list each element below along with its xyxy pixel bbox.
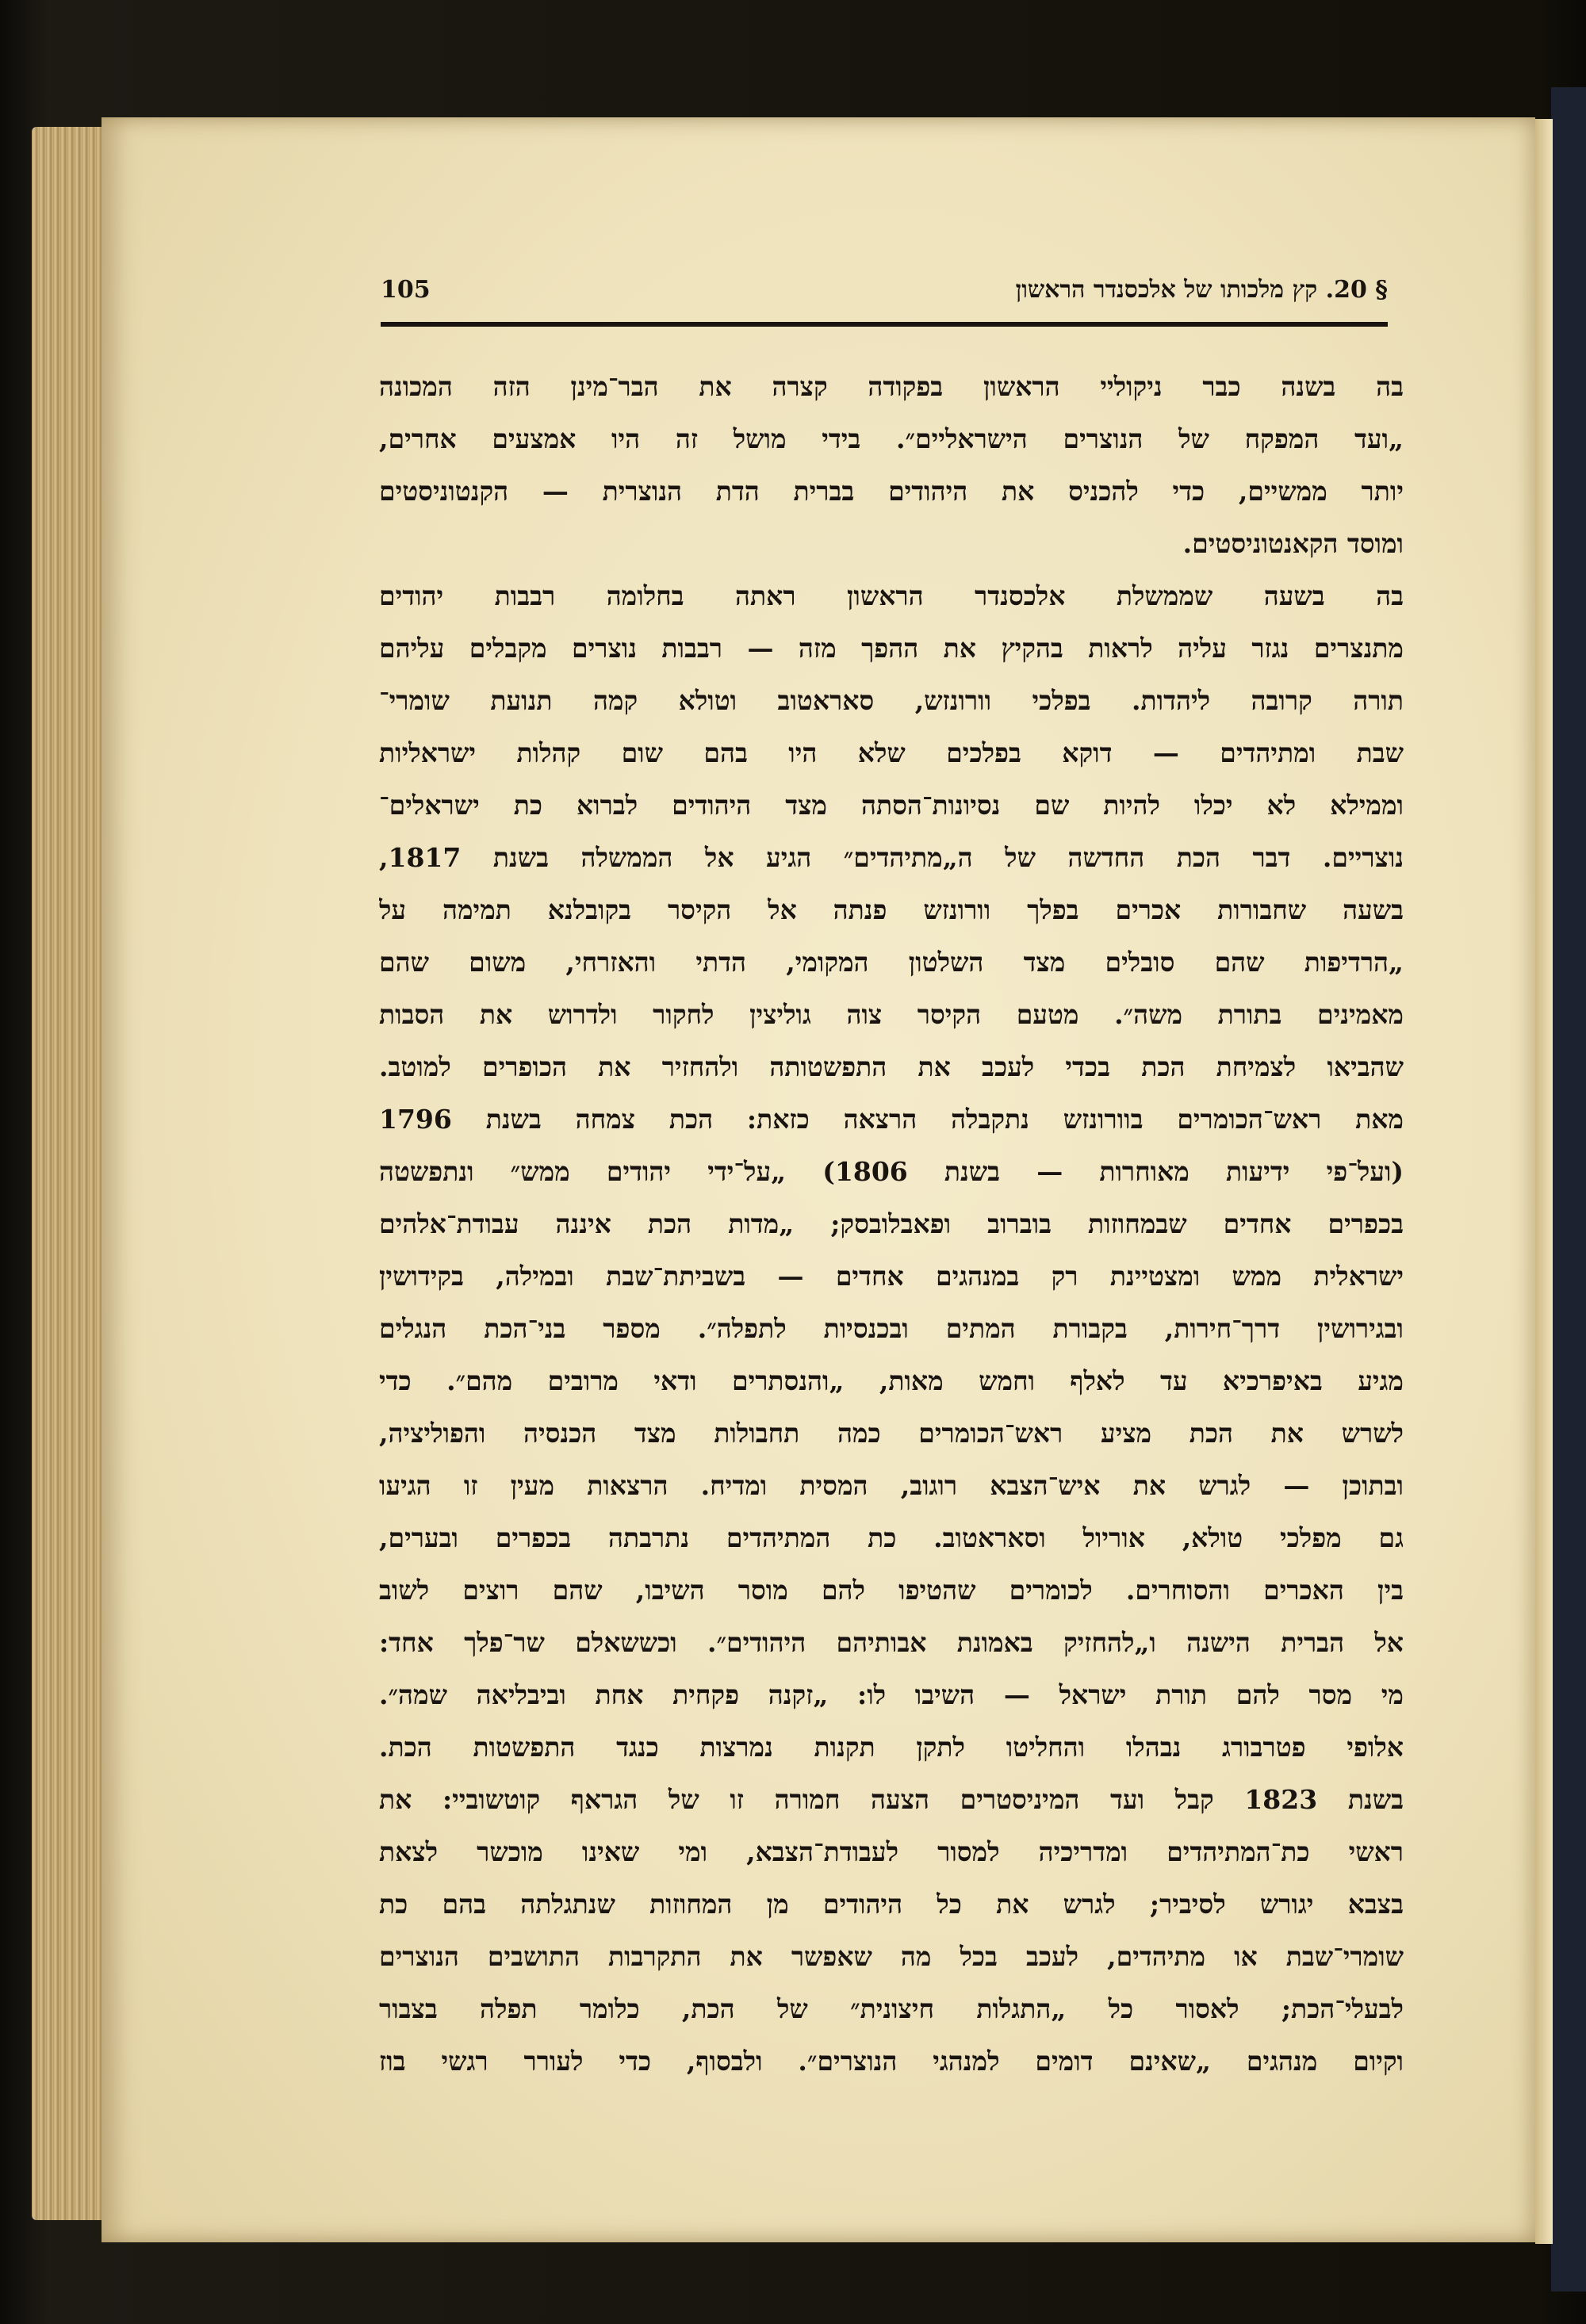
text-line: „ועד המפקח של הנוצרים הישראליים״. בידי מושל זה היו אמצעים אחרים, [379,423,1404,454]
text-line: בה בשעה שממשלת אלכסנדר הראשון ראתה בחלומה רבבות יהודים [379,580,1404,611]
text-line: מאמינים בתורת משה״. מטעם הקיסר צוה גוליצין לחקור ולדרוש את הסבות [379,999,1404,1030]
text-line: ישראלית ממש ומצטיינת רק במנהגים אחדים — בשביתת־שבת ובמילה, בקידושין [379,1261,1404,1292]
text-line: וקיום מנהגים „שאינם דומים למנהגי הנוצרים״. ולבסוף, כדי לעורר רגשי בוז [379,2046,1404,2077]
text-line: בין האכרים והסוחרים. לכומרים שהטיפו להם מוסר השיבו, שהם רוצים לשוב [379,1575,1404,1606]
text-line: יותר ממשיים, כדי להכניס את היהודים בברית הדת הנוצרית — הקנטוניסטים [379,476,1404,507]
header-rule [381,322,1388,327]
text-line: גם מפלכי טולא, אוריול וסאראטוב. כת המתיהדים נתרבתה בכפרים ובערים, [379,1522,1404,1553]
text-line: תורה קרובה ליהדות. בפלכי וורונזש, סאראטוב וטולא קמה תנועת שומרי־ [379,685,1404,716]
text-line: ראשי כת־המתיהדים ומדריכיה למסור לעבודת־הצבא, ומי שאינו מוכשר לצאת [379,1836,1404,1867]
text-line: אלופי פטרבורג נבהלו והחליטו לתקן תקנות נמרצות כנגד התפשטות הכת. [379,1732,1404,1763]
text-line: בה בשנה כבר ניקוליי הראשון בפקודה קצרה את הבר־מינן הזה המכונה [379,371,1404,402]
text-line: וממילא לא יכלו להיות שם נסיונות־הסתה מצד היהודים לברוא כת ישראלים־ [379,790,1404,821]
text-line: בצבא יגורש לסיביר; לגרש את כל היהודים מן המחוזות שנתגלתה בהם כת [379,1889,1404,1920]
running-title: § 20. קץ מלכותו של אלכסנדר הראשון [1015,276,1388,304]
text-line: בשנת 1823 קבל ועד המיניסטרים הצעה חמורה זו של הגראף קוטשוביי: את [379,1784,1404,1815]
text-line: לבעלי־הכת; לאסור כל „התגלות חיצונית״ של הכת, כלומר תפלה בצבור [379,1993,1404,2024]
page-header [381,276,1388,324]
text-line: מי מסר להם תורת ישראל — השיבו לו: „זקנה פקחית אחת וביבליאה שמה״. [379,1679,1404,1710]
text-line: בשעה שחבורות אכרים בפלך וורונזש פנתה אל הקיסר בקובלנא תמימה על [379,894,1404,925]
text-line: שומרי־שבת או מתיהדים, לעכב בכל מה שאפשר את התקרבות התושבים הנוצרים [379,1941,1404,1972]
text-line: (ועל־פי ידיעות מאוחרות — בשנת 1806) „על־ידי יהודים ממש״ ונתפשטה [379,1156,1404,1187]
text-line: מאת ראש־הכומרים בוורונזש נתקבלה הרצאה כזאת: הכת צמחה בשנת 1796 [379,1104,1404,1135]
text-line: ומוסד הקאנטוניסטים. [1182,528,1404,559]
text-line: ובגירושין דרך־חירות, בקבורת המתים ובכנסיות לתפלה״. מספר בני־הכת הנגלים [379,1313,1404,1344]
text-line: ובתוכן — לגרש את איש־הצבא רוגוב, המסית ומדיח. הרצאות מעין זו הגיעו [379,1470,1404,1501]
text-line: נוצריים. דבר הכת החדשה של ה„מתיהדים״ הגיע אל הממשלה בשנת 1817, [379,842,1404,873]
text-line: שבת ומתיהדים — דוקא בפלכים שלא היו בהם שום קהלות ישראליות [379,737,1404,768]
text-line: „הרדיפות שהם סובלים מצד השלטון המקומי, הדתי והאזרחי, משום שהם [379,947,1404,978]
body-text [379,361,1404,2088]
text-line: אל הברית הישנה ו„להחזיק באמונת אבותיהם היהודים״. וכששאלם שר־פלך אחד: [379,1627,1404,1658]
next-page-edge [1535,119,1553,2244]
page-number: 105 [381,276,431,304]
text-line: בכפרים אחדים שבמחוזות בוברוב ופאבלובסק; „מדות הכת איננה עבודת־אלהים [379,1208,1404,1239]
text-line: לשרש את הכת מציע ראש־הכומרים כמה תחבולות מצד הכנסיה והפוליציה, [379,1418,1404,1449]
text-line: מתנצרים נגזר עליה לראות בהקיץ את ההפך מזה — רבבות נוצרים מקבלים עליהם [379,633,1404,664]
book-cover-edge [1551,87,1586,2291]
text-line: שהביאו לצמיחת הכת בכדי לעכב את התפשטותה ולהחזיר את הכופרים למוטב. [379,1051,1404,1082]
text-line: מגיע באיפרכיא עד לאלף וחמש מאות, „והנסתרים ודאי מרובים מהם״. כדי [379,1365,1404,1396]
